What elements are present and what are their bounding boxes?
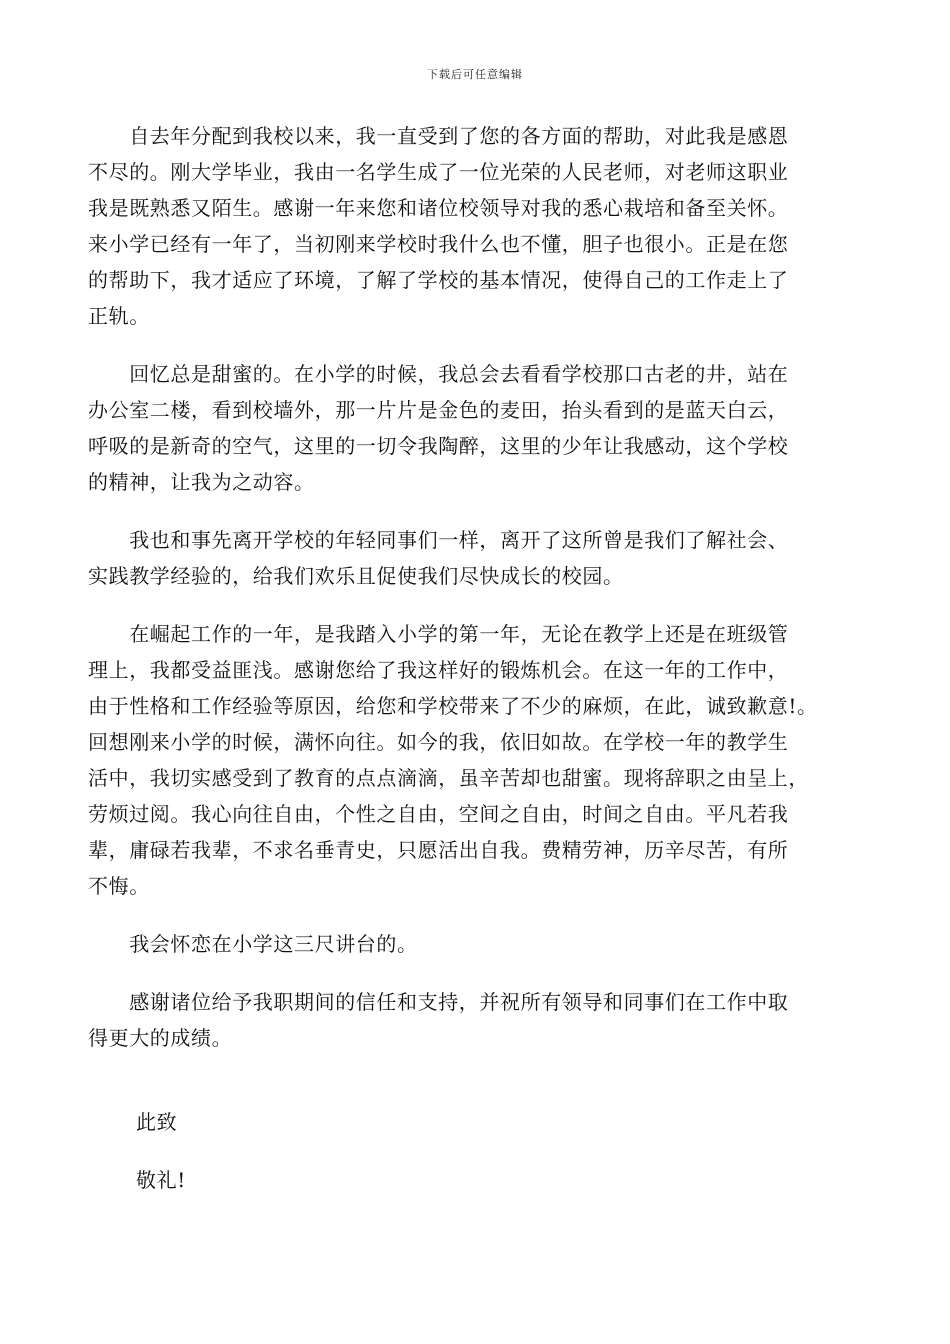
text-line: 正轨。 (88, 304, 150, 328)
paragraph-5 (88, 926, 868, 962)
text-line: 不悔。 (88, 874, 150, 898)
text-line: 劳烦过阅。我心向往自由，个性之自由，空间之自由，时间之自由。平凡若我 (88, 802, 789, 826)
text-line: 自去年分配到我校以来，我一直受到了您的各方面的帮助，对此我是感恩 (88, 124, 789, 148)
paragraph-4 (88, 616, 868, 904)
text-line: 实践教学经验的，给我们欢乐且促使我们尽快成长的校园。 (88, 564, 624, 588)
text-line: 呼吸的是新奇的空气，这里的一切令我陶醉，这里的少年让我感动，这个学校 (88, 434, 789, 458)
text-line: 回想刚来小学的时候，满怀向往。如今的我，依旧如故。在学校一年的教学生 (88, 730, 789, 754)
text-line: 不尽的。刚大学毕业，我由一名学生成了一位光荣的人民老师，对老师这职业 (88, 160, 789, 184)
page-header: 下载后可任意编辑 (427, 68, 523, 81)
text-line: 我会怀恋在小学这三尺讲台的。 (88, 932, 418, 956)
text-line: 的精神，让我为之动容。 (88, 470, 315, 494)
text-line: 回忆总是甜蜜的。在小学的时候，我总会去看看学校那口古老的井，站在 (88, 362, 789, 386)
paragraph-1 (88, 118, 868, 334)
letter-body (88, 118, 868, 1078)
text-line: 我也和事先离开学校的年轻同事们一样，离开了这所曾是我们了解社会、 (88, 528, 789, 552)
text-line: 来小学已经有一年了，当初刚来学校时我什么也不懂，胆子也很小。正是在您 (88, 232, 789, 256)
paragraph-2 (88, 356, 868, 500)
text-line: 我是既熟悉又陌生。感谢一年来您和诸位校领导对我的悉心栽培和备至关怀。 (88, 196, 789, 220)
text-line: 辈，庸碌若我辈，不求名垂青史，只愿活出自我。费精劳神，历辛尽苦，有所 (88, 838, 789, 862)
closing-regards: 敬礼! (136, 1168, 186, 1192)
text-line: 得更大的成绩。 (88, 1026, 233, 1050)
paragraph-6 (88, 984, 868, 1056)
text-line: 由于性格和工作经验等原因，给您和学校带来了不少的麻烦，在此，诚致歉意!。 (88, 694, 818, 718)
text-line: 活中，我切实感受到了教育的点点滴滴，虽辛苦却也甜蜜。现将辞职之由呈上， (88, 766, 809, 790)
text-line: 理上，我都受益匪浅。感谢您给了我这样好的锻炼机会。在这一年的工作中， (88, 658, 789, 682)
text-line: 的帮助下，我才适应了环境，了解了学校的基本情况，使得自己的工作走上了 (88, 268, 789, 292)
closing-salutation: 此致 (136, 1110, 178, 1134)
text-line: 在崛起工作的一年，是我踏入小学的第一年，无论在教学上还是在班级管 (88, 622, 789, 646)
text-line: 感谢诸位给予我职期间的信任和支持，并祝所有领导和同事们在工作中取 (88, 990, 789, 1014)
paragraph-3 (88, 522, 868, 594)
text-line: 办公室二楼，看到校墙外，那一片片是金色的麦田，抬头看到的是蓝天白云， (88, 398, 789, 422)
